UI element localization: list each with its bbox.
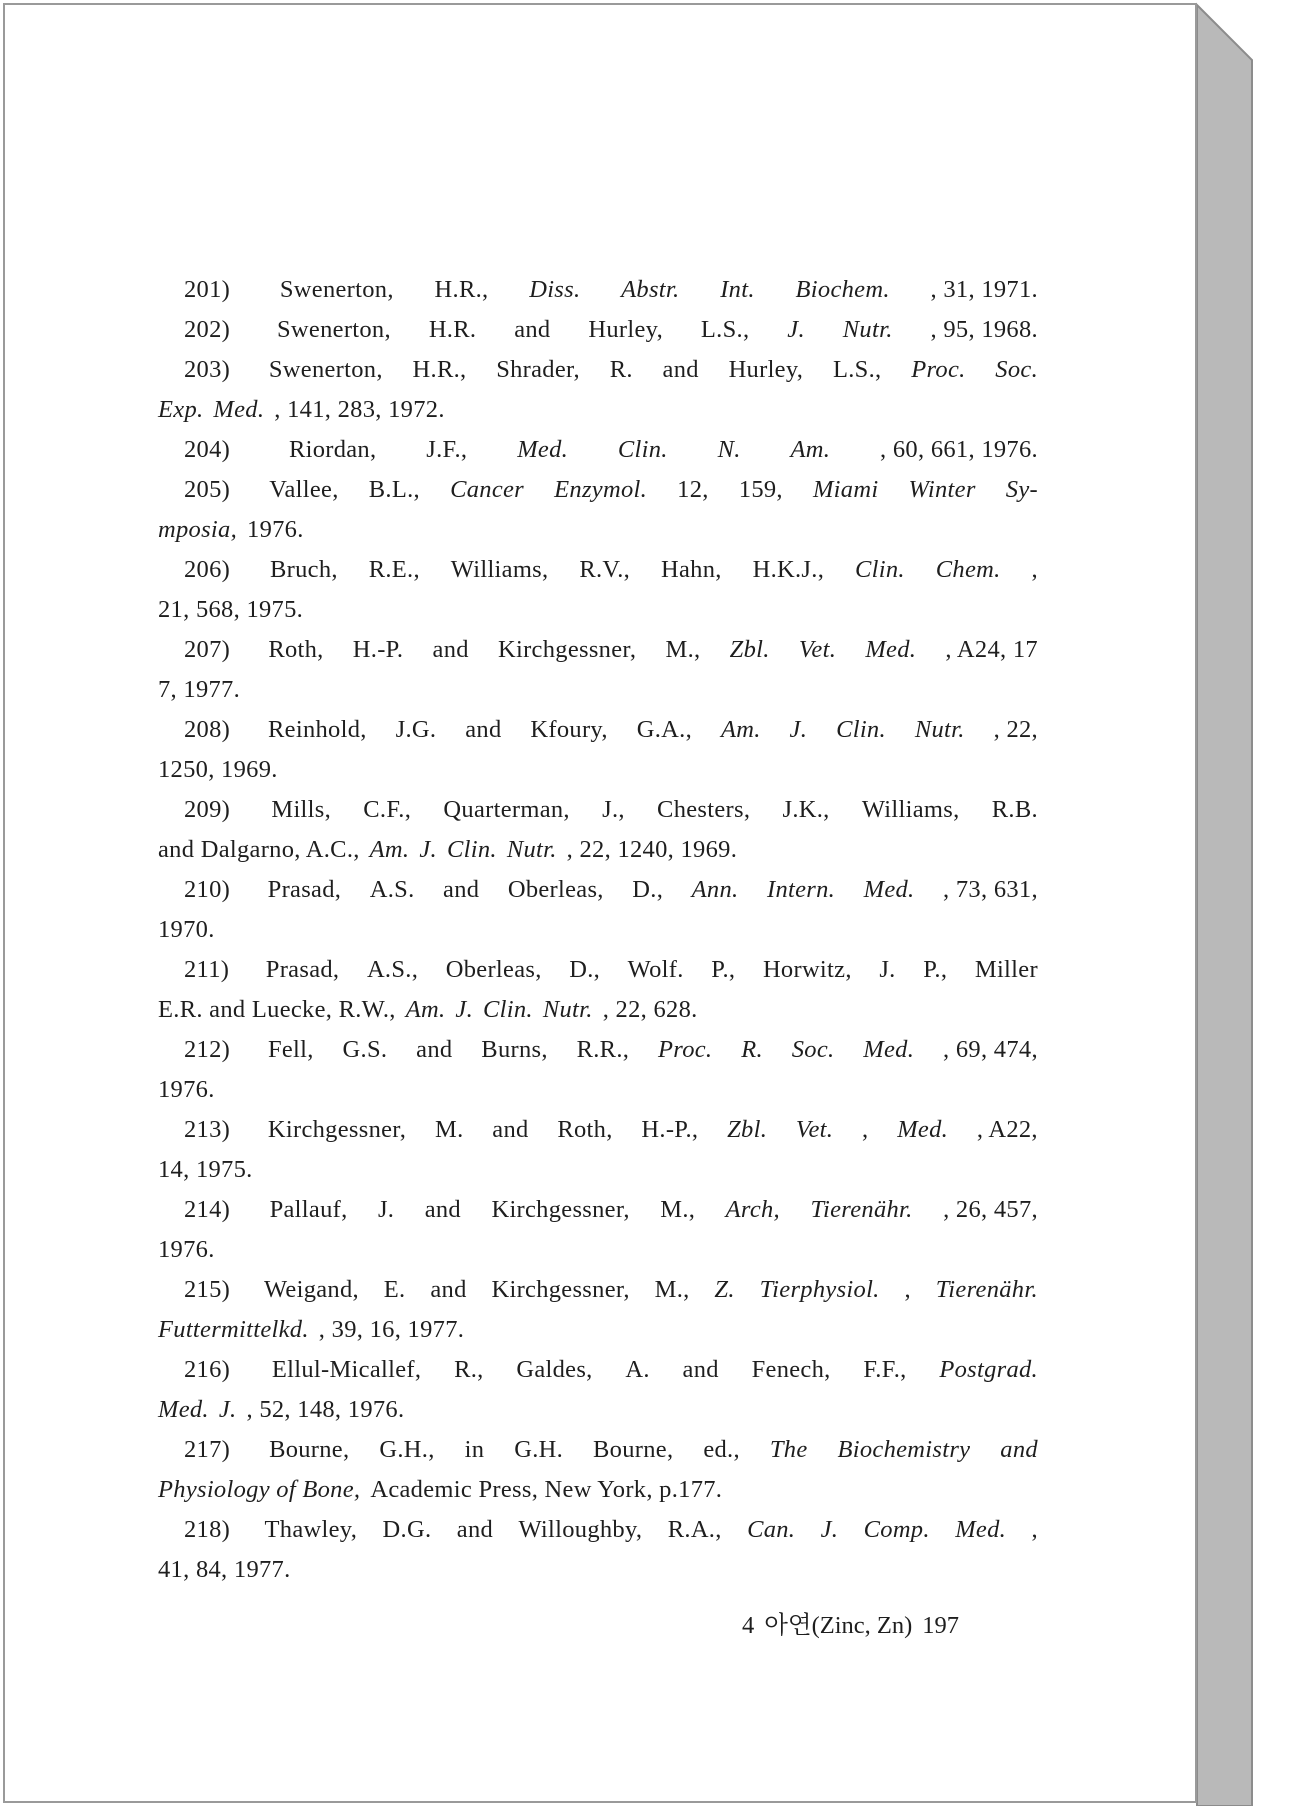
reference-text: Bruch, bbox=[270, 556, 338, 583]
reference-line bbox=[158, 1070, 1038, 1110]
reference-number: 212) bbox=[184, 1036, 231, 1063]
reference-text: 1970. bbox=[158, 916, 215, 943]
reference-italic-text: Med. bbox=[213, 396, 265, 423]
reference-italic-text: Miami bbox=[812, 476, 879, 503]
reference-line bbox=[158, 1270, 1038, 1310]
reference-line bbox=[158, 790, 1038, 830]
reference-italic-text: J. bbox=[789, 716, 808, 743]
reference-italic-text: Zbl. bbox=[727, 1116, 768, 1143]
reference-text: F.F., bbox=[863, 1356, 907, 1383]
reference-text: Williams, bbox=[450, 556, 549, 583]
reference-text: R., bbox=[454, 1356, 484, 1383]
reference-text: , bbox=[861, 1116, 869, 1143]
reference-line bbox=[158, 1030, 1038, 1070]
reference-italic-text: Med. bbox=[863, 1036, 915, 1063]
reference-text: R.R., bbox=[576, 1036, 630, 1063]
reference-text: in bbox=[464, 1436, 485, 1463]
reference-italic-text: mposia, bbox=[158, 516, 238, 543]
reference-entry bbox=[158, 1110, 1038, 1190]
reference-text: , 52, 148, 1976. bbox=[246, 1396, 405, 1423]
reference-text: D., bbox=[632, 876, 664, 903]
reference-italic-text: Med. bbox=[897, 1116, 949, 1143]
reference-italic-text: Clin. bbox=[855, 556, 905, 583]
reference-text: Reinhold, bbox=[268, 716, 367, 743]
reference-text: and bbox=[416, 1036, 453, 1063]
reference-text: 1976. bbox=[247, 516, 304, 543]
reference-italic-text: Med. bbox=[955, 1516, 1007, 1543]
reference-text: Hahn, bbox=[661, 556, 722, 583]
reference-italic-text: Ann. bbox=[691, 876, 739, 903]
reference-line bbox=[158, 910, 1038, 950]
reference-italic-text: Nutr. bbox=[914, 716, 965, 743]
reference-italic-text: Am. bbox=[790, 436, 831, 463]
reference-text: , bbox=[1031, 556, 1038, 583]
reference-text: M., bbox=[654, 1276, 690, 1303]
reference-text: Chesters, bbox=[657, 796, 751, 823]
page-number: 197 bbox=[922, 1612, 960, 1639]
reference-text: , bbox=[904, 1276, 911, 1303]
reference-italic-text: J. bbox=[419, 836, 437, 863]
reference-italic-text: Biochemistry bbox=[837, 1436, 971, 1463]
reference-text: J.K., bbox=[782, 796, 830, 823]
reference-text: D., bbox=[569, 956, 601, 983]
reference-text: B.L., bbox=[368, 476, 420, 503]
reference-number: 201) bbox=[184, 276, 231, 303]
reference-entry bbox=[158, 310, 1038, 350]
reference-number: 216) bbox=[184, 1356, 231, 1383]
reference-italic-text: and bbox=[1000, 1436, 1038, 1463]
reference-text: Thawley, bbox=[264, 1516, 358, 1543]
reference-text: H.-P. bbox=[352, 636, 404, 663]
reference-entry bbox=[158, 1350, 1038, 1430]
reference-line bbox=[158, 710, 1038, 750]
reference-text: , 39, 16, 1977. bbox=[318, 1316, 465, 1343]
reference-number: 210) bbox=[184, 876, 231, 903]
reference-number: 206) bbox=[184, 556, 231, 583]
reference-line bbox=[158, 750, 1038, 790]
reference-text: Bourne, bbox=[593, 1436, 674, 1463]
reference-text: J.F., bbox=[426, 436, 468, 463]
reference-line bbox=[158, 350, 1038, 390]
reference-text: A.S., bbox=[366, 956, 419, 983]
reference-text: Hurley, bbox=[728, 356, 804, 383]
reference-line bbox=[158, 1350, 1038, 1390]
reference-italic-text: Comp. bbox=[863, 1516, 930, 1543]
reference-text: Weigand, bbox=[263, 1276, 359, 1303]
reference-italic-text: Int. bbox=[720, 276, 755, 303]
reference-entry bbox=[158, 470, 1038, 550]
reference-text: A. bbox=[625, 1356, 650, 1383]
reference-italic-text: R. bbox=[741, 1036, 763, 1063]
reference-number: 211) bbox=[184, 956, 230, 983]
reference-line bbox=[158, 1110, 1038, 1150]
reference-italic-text: Arch, bbox=[725, 1196, 780, 1223]
reference-italic-text: Zbl. bbox=[729, 636, 770, 663]
reference-line bbox=[158, 1470, 1038, 1510]
reference-italic-text: J. bbox=[218, 1396, 237, 1423]
reference-text: and bbox=[492, 1116, 529, 1143]
reference-text: , A24, 17 bbox=[945, 636, 1038, 663]
reference-text: , 22, 628. bbox=[602, 996, 698, 1023]
reference-entry bbox=[158, 270, 1038, 310]
reference-text: Riordan, bbox=[288, 436, 377, 463]
reference-line bbox=[158, 630, 1038, 670]
reference-text: Ellul-Micallef, bbox=[271, 1356, 422, 1383]
reference-text: Willoughby, bbox=[518, 1516, 643, 1543]
reference-text: H.R., bbox=[434, 276, 489, 303]
reference-italic-text: J. bbox=[820, 1516, 839, 1543]
reference-text: and bbox=[456, 1516, 494, 1543]
chapter-title: 아연(Zinc, Zn) bbox=[764, 1612, 913, 1639]
reference-italic-text: N. bbox=[717, 436, 741, 463]
reference-italic-text: Abstr. bbox=[621, 276, 680, 303]
reference-text: L.S., bbox=[700, 316, 750, 343]
reference-text: 12, bbox=[677, 476, 709, 503]
reference-italic-text: Med. bbox=[517, 436, 569, 463]
reference-text: Swenerton, bbox=[277, 316, 391, 343]
reference-text: R. bbox=[609, 356, 633, 383]
reference-text: P., bbox=[923, 956, 948, 983]
reference-italic-text: Nutr. bbox=[542, 996, 593, 1023]
reference-line bbox=[158, 1390, 1038, 1430]
reference-italic-text: Proc. bbox=[658, 1036, 713, 1063]
reference-italic-text: Nutr. bbox=[842, 316, 893, 343]
reference-entry bbox=[158, 710, 1038, 790]
reference-line bbox=[158, 670, 1038, 710]
reference-text: Swenerton, bbox=[268, 356, 383, 383]
reference-entry bbox=[158, 1030, 1038, 1110]
reference-italic-text: Med. bbox=[158, 1396, 209, 1423]
reference-text: and bbox=[424, 1196, 461, 1223]
reference-text: C.F., bbox=[363, 796, 412, 823]
reference-text: J.G. bbox=[395, 716, 437, 743]
reference-line bbox=[158, 270, 1038, 310]
reference-text: 1250, 1969. bbox=[158, 756, 278, 783]
reference-text: 159, bbox=[738, 476, 783, 503]
reference-text: E.R. and Luecke, R.W., bbox=[158, 996, 396, 1023]
reference-line bbox=[158, 1510, 1038, 1550]
reference-text: A.S. bbox=[369, 876, 415, 903]
reference-text: , 26, 457, bbox=[943, 1196, 1038, 1223]
reference-line bbox=[158, 430, 1038, 470]
reference-text: Horwitz, bbox=[762, 956, 852, 983]
reference-italic-text: Clin. bbox=[483, 996, 533, 1023]
reference-text: R.V., bbox=[579, 556, 631, 583]
reference-italic-text: Am. bbox=[369, 836, 410, 863]
reference-italic-text: Med. bbox=[865, 636, 917, 663]
reference-text: Fenech, bbox=[751, 1356, 831, 1383]
reference-text: G.H., bbox=[379, 1436, 435, 1463]
reference-italic-text: Vet. bbox=[795, 1116, 834, 1143]
reference-italic-text: Am. bbox=[720, 716, 761, 743]
reference-text: Bourne, bbox=[269, 1436, 350, 1463]
reference-number: 202) bbox=[184, 316, 231, 343]
reference-text: Prasad, bbox=[267, 876, 342, 903]
reference-text: Galdes, bbox=[516, 1356, 593, 1383]
reference-text: and bbox=[443, 876, 480, 903]
reference-text: Roth, bbox=[268, 636, 324, 663]
reference-text: J. bbox=[377, 1196, 395, 1223]
reference-number: 208) bbox=[184, 716, 231, 743]
reference-line bbox=[158, 1310, 1038, 1350]
reference-text: and Dalgarno, A.C., bbox=[158, 836, 360, 863]
reference-number: 205) bbox=[184, 476, 231, 503]
reference-number: 203) bbox=[184, 356, 231, 383]
reference-text: ed., bbox=[703, 1436, 740, 1463]
reference-text: D.G. bbox=[382, 1516, 432, 1543]
reference-text: and bbox=[514, 316, 551, 343]
reference-text: Williams, bbox=[861, 796, 960, 823]
reference-italic-text: Nutr. bbox=[506, 836, 557, 863]
reference-text: Kirchgessner, bbox=[491, 1276, 630, 1303]
reference-entry bbox=[158, 430, 1038, 470]
reference-line bbox=[158, 1430, 1038, 1470]
reference-text: Roth, bbox=[557, 1116, 613, 1143]
reference-italic-text: Postgrad. bbox=[939, 1356, 1038, 1383]
reference-text: Hurley, bbox=[588, 316, 664, 343]
reference-text: Kfoury, bbox=[530, 716, 608, 743]
reference-line bbox=[158, 1230, 1038, 1270]
reference-text: 1976. bbox=[158, 1236, 215, 1263]
reference-italic-text: Am. bbox=[405, 996, 446, 1023]
reference-text: and bbox=[662, 356, 699, 383]
reference-italic-text: Proc. bbox=[911, 356, 966, 383]
reference-line bbox=[158, 1150, 1038, 1190]
reference-text: E. bbox=[383, 1276, 406, 1303]
reference-text: Quarterman, bbox=[443, 796, 570, 823]
reference-italic-text: Soc. bbox=[995, 356, 1038, 383]
reference-italic-text: Tierenähr. bbox=[935, 1276, 1038, 1303]
reference-text: Burns, bbox=[481, 1036, 548, 1063]
reference-italic-text: Winter bbox=[908, 476, 976, 503]
reference-text: M., bbox=[660, 1196, 696, 1223]
reference-text: M. bbox=[434, 1116, 464, 1143]
reference-entry bbox=[158, 790, 1038, 870]
reference-text: Shrader, bbox=[496, 356, 580, 383]
reference-text: and bbox=[465, 716, 502, 743]
reference-line bbox=[158, 1550, 1038, 1590]
reference-italic-text: Med. bbox=[863, 876, 915, 903]
page-footer bbox=[742, 1606, 1042, 1641]
reference-text: 21, 568, 1975. bbox=[158, 596, 304, 623]
reference-entry bbox=[158, 1510, 1038, 1590]
reference-italic-text: Tierphysiol. bbox=[759, 1276, 880, 1303]
reference-italic-text: Z. bbox=[714, 1276, 735, 1303]
reference-line bbox=[158, 470, 1038, 510]
reference-entry bbox=[158, 350, 1038, 430]
reference-text: Oberleas, bbox=[445, 956, 542, 983]
reference-entry bbox=[158, 630, 1038, 710]
reference-italic-text: Clin. bbox=[836, 716, 886, 743]
reference-text: M., bbox=[665, 636, 701, 663]
reference-text: , 69, 474, bbox=[943, 1036, 1038, 1063]
reference-text: R.B. bbox=[991, 796, 1038, 823]
reference-number: 207) bbox=[184, 636, 231, 663]
reference-text: Oberleas, bbox=[507, 876, 604, 903]
reference-line bbox=[158, 830, 1038, 870]
reference-line bbox=[158, 590, 1038, 630]
reference-entry bbox=[158, 950, 1038, 1030]
reference-italic-text: Intern. bbox=[766, 876, 836, 903]
reference-text: 14, 1975. bbox=[158, 1156, 253, 1183]
reference-text: Pallauf, bbox=[269, 1196, 348, 1223]
reference-line bbox=[158, 950, 1038, 990]
reference-line bbox=[158, 870, 1038, 910]
reference-italic-text: Soc. bbox=[791, 1036, 835, 1063]
chapter-number: 4 bbox=[742, 1612, 755, 1639]
reference-text: 7, 1977. bbox=[158, 676, 241, 703]
reference-number: 215) bbox=[184, 1276, 231, 1303]
reference-text: G.S. bbox=[342, 1036, 388, 1063]
reference-italic-text: Futtermittelkd. bbox=[158, 1316, 309, 1343]
reference-italic-text: Exp. bbox=[158, 396, 204, 423]
reference-text: Kirchgessner, bbox=[267, 1116, 407, 1143]
reference-italic-text: Physiology of Bone, bbox=[158, 1476, 361, 1503]
reference-italic-text: Chem. bbox=[935, 556, 1001, 583]
reference-italic-text: Clin. bbox=[617, 436, 668, 463]
reference-line bbox=[158, 310, 1038, 350]
reference-text: G.H. bbox=[514, 1436, 564, 1463]
reference-text: , 95, 1968. bbox=[930, 316, 1038, 343]
reference-entry bbox=[158, 870, 1038, 950]
reference-line bbox=[158, 550, 1038, 590]
reference-text: and bbox=[432, 636, 469, 663]
reference-italic-text: The bbox=[769, 1436, 808, 1463]
reference-number: 214) bbox=[184, 1196, 231, 1223]
reference-text: 1976. bbox=[158, 1076, 215, 1103]
reference-text: J. bbox=[879, 956, 896, 983]
reference-italic-text: J. bbox=[787, 316, 805, 343]
reference-italic-text: Tierenähr. bbox=[810, 1196, 913, 1223]
reference-text: , 73, 631, bbox=[943, 876, 1038, 903]
reference-entry bbox=[158, 1190, 1038, 1270]
reference-text: , 22, bbox=[993, 716, 1038, 743]
reference-number: 218) bbox=[184, 1516, 231, 1543]
reference-line bbox=[158, 1190, 1038, 1230]
reference-number: 204) bbox=[184, 436, 231, 463]
reference-text: J., bbox=[602, 796, 625, 823]
reference-text: H.-P., bbox=[641, 1116, 699, 1143]
reference-italic-text: Can. bbox=[747, 1516, 796, 1543]
reference-text: Prasad, bbox=[265, 956, 340, 983]
reference-entry bbox=[158, 550, 1038, 630]
reference-text: , A22, bbox=[976, 1116, 1038, 1143]
reference-italic-text: J. bbox=[455, 996, 474, 1023]
reference-text: Wolf. bbox=[627, 956, 684, 983]
reference-italic-text: Clin. bbox=[446, 836, 497, 863]
reference-text: Mills, bbox=[271, 796, 332, 823]
reference-text: Fell, bbox=[267, 1036, 314, 1063]
reference-text: Swenerton, bbox=[279, 276, 394, 303]
reference-number: 213) bbox=[184, 1116, 231, 1143]
reference-text: , 141, 283, 1972. bbox=[274, 396, 445, 423]
reference-text: and bbox=[430, 1276, 467, 1303]
reference-number: 209) bbox=[184, 796, 231, 823]
reference-text: Kirchgessner, bbox=[491, 1196, 630, 1223]
reference-italic-text: Enzymol. bbox=[554, 476, 648, 503]
reference-list bbox=[158, 270, 1038, 1590]
reference-italic-text: Biochem. bbox=[795, 276, 890, 303]
reference-text: Kirchgessner, bbox=[498, 636, 637, 663]
reference-text: , 31, 1971. bbox=[930, 276, 1038, 303]
reference-text: H.K.J., bbox=[752, 556, 825, 583]
reference-text: Vallee, bbox=[269, 476, 339, 503]
reference-text: P., bbox=[711, 956, 736, 983]
reference-line bbox=[158, 510, 1038, 550]
reference-italic-text: Sy- bbox=[1005, 476, 1038, 503]
reference-entry bbox=[158, 1270, 1038, 1350]
reference-line bbox=[158, 990, 1038, 1030]
reference-line bbox=[158, 390, 1038, 430]
reference-text: Miller bbox=[974, 956, 1038, 983]
reference-text: , 60, 661, 1976. bbox=[880, 436, 1038, 463]
reference-text: L.S., bbox=[832, 356, 882, 383]
reference-text: Academic Press, New York, p.177. bbox=[370, 1476, 723, 1503]
reference-text: H.R., bbox=[412, 356, 467, 383]
reference-text: , bbox=[1031, 1516, 1038, 1543]
reference-text: 41, 84, 1977. bbox=[158, 1556, 291, 1583]
reference-italic-text: Vet. bbox=[798, 636, 837, 663]
reference-italic-text: Cancer bbox=[450, 476, 525, 503]
reference-text: and bbox=[682, 1356, 719, 1383]
reference-text: R.A., bbox=[667, 1516, 722, 1543]
reference-number: 217) bbox=[184, 1436, 231, 1463]
reference-text: R.E., bbox=[368, 556, 420, 583]
reference-text: H.R. bbox=[428, 316, 477, 343]
reference-text: , 22, 1240, 1969. bbox=[566, 836, 738, 863]
reference-text: G.A., bbox=[636, 716, 693, 743]
reference-entry bbox=[158, 1430, 1038, 1510]
reference-italic-text: Diss. bbox=[529, 276, 581, 303]
